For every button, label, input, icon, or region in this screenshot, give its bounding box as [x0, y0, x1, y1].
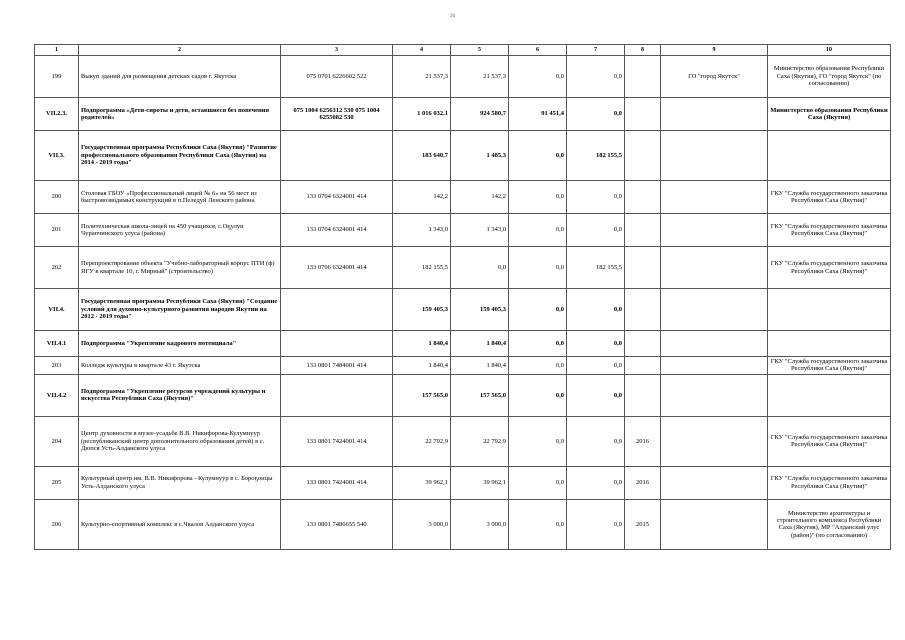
table-row	[35, 374, 891, 416]
recipient-cell	[661, 181, 768, 214]
item-name-cell: Культурно-спортивный комплекс в с.Чкалов Алданского улуса	[79, 499, 281, 549]
item-name-cell: Подпрограмма «Дети-сироты и дети, оставшиеся без попечения родителей»	[79, 98, 281, 131]
responsible-org-cell: ГКУ "Служба государственного заказчика Республики Саха (Якутия)"	[768, 466, 891, 499]
row-number-cell: VII.2.3.	[35, 98, 79, 131]
budget-code-cell: 133 0801 7486655 540	[281, 499, 393, 549]
item-name-cell: Политехническая школа-лицей на 450 учащихся, с.Оҕулун Чурапчинского улуса (района)	[79, 214, 281, 247]
federal-amount-cell: 157 565,0	[451, 374, 509, 416]
recipient-cell	[661, 98, 768, 131]
local-amount-cell: 182 155,5	[567, 247, 625, 289]
local-amount-cell: 0,0	[567, 416, 625, 466]
responsible-org-cell: ГКУ "Служба государственного заказчика Республики Саха (Якутия)"	[768, 214, 891, 247]
item-name-cell: Выкуп зданий для размещения детских садов г. Якутска	[79, 56, 281, 98]
table-row	[35, 56, 891, 98]
table-row	[35, 131, 891, 181]
investment-table	[34, 44, 891, 550]
local-amount-cell: 0,0	[567, 56, 625, 98]
federal-amount-cell: 1 840,4	[451, 357, 509, 375]
year-cell	[625, 331, 661, 357]
regional-amount-cell: 0,0	[509, 247, 567, 289]
budget-code-cell	[281, 131, 393, 181]
table-row	[35, 214, 891, 247]
item-name-cell: Государственная программа Республики Саха (Якутия) "Создание условий для духовно-культурного развития народов Якутии на 2012 - 2019 годы"	[79, 289, 281, 331]
federal-amount-cell: 159 405,3	[451, 289, 509, 331]
local-amount-cell: 0,0	[567, 289, 625, 331]
header-cell: 7	[567, 45, 625, 56]
local-amount-cell: 0,0	[567, 374, 625, 416]
year-cell: 2016	[625, 466, 661, 499]
table-row	[35, 416, 891, 466]
federal-amount-cell: 22 792,9	[451, 416, 509, 466]
federal-amount-cell: 924 580,7	[451, 98, 509, 131]
total-amount-cell: 183 640,7	[393, 131, 451, 181]
total-amount-cell: 182 155,5	[393, 247, 451, 289]
year-cell	[625, 247, 661, 289]
header-cell: 6	[509, 45, 567, 56]
total-amount-cell: 157 565,0	[393, 374, 451, 416]
year-cell	[625, 98, 661, 131]
recipient-cell	[661, 214, 768, 247]
year-cell: 2016	[625, 416, 661, 466]
item-name-cell: Государственная программа Республики Саха (Якутия) "Развитие профессионального образования Республики Саха (Якутия) на 2014 - 2019 годы"	[79, 131, 281, 181]
recipient-cell: ГО "город Якутск"	[661, 56, 768, 98]
header-cell: 5	[451, 45, 509, 56]
local-amount-cell: 0,0	[567, 181, 625, 214]
item-name-cell: Центр духовности в музее-усадьбе В.В. Никифорова-Кулумнуур (республиканский центр дополнительного образования детей) в с. Дюпся Усть-Алданского улуса	[79, 416, 281, 466]
budget-code-cell: 133 0801 7424001 414	[281, 466, 393, 499]
header-cell: 3	[281, 45, 393, 56]
budget-code-cell: 133 0704 6324001 414	[281, 181, 393, 214]
total-amount-cell: 1 840,4	[393, 357, 451, 375]
header-cell: 4	[393, 45, 451, 56]
responsible-org-cell: ГКУ "Служба государственного заказчика Республики Саха (Якутия)"	[768, 247, 891, 289]
row-number-cell: VII.4.1	[35, 331, 79, 357]
year-cell: 2015	[625, 499, 661, 549]
recipient-cell	[661, 289, 768, 331]
responsible-org-cell	[768, 374, 891, 416]
total-amount-cell: 142,2	[393, 181, 451, 214]
budget-code-cell: 075 0701 6226602 522	[281, 56, 393, 98]
budget-code-cell	[281, 331, 393, 357]
regional-amount-cell: 0,0	[509, 56, 567, 98]
recipient-cell	[661, 131, 768, 181]
table-row	[35, 357, 891, 375]
budget-code-cell	[281, 374, 393, 416]
budget-code-cell: 075 1004 6256312 530 075 1004 6255082 530	[281, 98, 393, 131]
page-number: 26	[450, 14, 455, 19]
total-amount-cell: 3 000,0	[393, 499, 451, 549]
header-cell: 2	[79, 45, 281, 56]
recipient-cell	[661, 416, 768, 466]
responsible-org-cell: Министерство образования Республики Саха (Якутия), ГО "город Якутск" (по согласованию)	[768, 56, 891, 98]
regional-amount-cell: 0,0	[509, 374, 567, 416]
year-cell	[625, 374, 661, 416]
header-cell: 10	[768, 45, 891, 56]
local-amount-cell: 0,0	[567, 98, 625, 131]
table-row	[35, 466, 891, 499]
recipient-cell	[661, 499, 768, 549]
local-amount-cell: 0,0	[567, 331, 625, 357]
federal-amount-cell: 21 537,3	[451, 56, 509, 98]
row-number-cell: VII.3.	[35, 131, 79, 181]
header-cell: 1	[35, 45, 79, 56]
regional-amount-cell: 0,0	[509, 214, 567, 247]
recipient-cell	[661, 331, 768, 357]
row-number-cell: 201	[35, 214, 79, 247]
federal-amount-cell: 0,0	[451, 247, 509, 289]
budget-code-cell: 133 0704 6324001 414	[281, 214, 393, 247]
regional-amount-cell: 0,0	[509, 499, 567, 549]
total-amount-cell: 1 016 032,1	[393, 98, 451, 131]
year-cell	[625, 214, 661, 247]
regional-amount-cell: 0,0	[509, 289, 567, 331]
item-name-cell: Подпрограмма "Укрепление ресурсов учреждений культуры и искусства Республики Саха (Якутия)"	[79, 374, 281, 416]
year-cell	[625, 289, 661, 331]
item-name-cell: Перепроектирование объекта "Учебно-лабораторный корпус ПТИ (ф) ЯГУ в квартале 10, г. Мирный" (строительство)	[79, 247, 281, 289]
row-number-cell: 205	[35, 466, 79, 499]
regional-amount-cell: 0,0	[509, 466, 567, 499]
regional-amount-cell: 0,0	[509, 331, 567, 357]
table-row	[35, 289, 891, 331]
row-number-cell: 203	[35, 357, 79, 375]
row-number-cell: 199	[35, 56, 79, 98]
federal-amount-cell: 3 000,0	[451, 499, 509, 549]
responsible-org-cell	[768, 331, 891, 357]
table-row	[35, 181, 891, 214]
local-amount-cell: 0,0	[567, 214, 625, 247]
year-cell	[625, 357, 661, 375]
total-amount-cell: 39 962,1	[393, 466, 451, 499]
responsible-org-cell: Министерство образования Республики Саха (Якутия)	[768, 98, 891, 131]
row-number-cell: VII.4.2	[35, 374, 79, 416]
total-amount-cell: 1 343,0	[393, 214, 451, 247]
row-number-cell: 206	[35, 499, 79, 549]
row-number-cell: VII.4.	[35, 289, 79, 331]
item-name-cell: Столовая ГБОУ «Профессиональный лицей № 6» на 56 мест из быстровозводимых конструкций в п.Пеледуй Ленского района	[79, 181, 281, 214]
federal-amount-cell: 39 962,1	[451, 466, 509, 499]
responsible-org-cell: ГКУ "Служба государственного заказчика Республики Саха (Якутия)"	[768, 181, 891, 214]
regional-amount-cell: 0,0	[509, 181, 567, 214]
table-header-row	[35, 45, 891, 56]
table-row	[35, 499, 891, 549]
responsible-org-cell	[768, 131, 891, 181]
regional-amount-cell: 91 451,4	[509, 98, 567, 131]
budget-code-cell	[281, 289, 393, 331]
responsible-org-cell: ГКУ "Служба государственного заказчика Республики Саха (Якутия)"	[768, 416, 891, 466]
recipient-cell	[661, 374, 768, 416]
federal-amount-cell: 1 485,3	[451, 131, 509, 181]
budget-code-cell: 133 0801 7484001 414	[281, 357, 393, 375]
local-amount-cell: 0,0	[567, 357, 625, 375]
item-name-cell: Подпрограмма "Укрепление кадрового потенциала"	[79, 331, 281, 357]
table-row	[35, 98, 891, 131]
year-cell	[625, 181, 661, 214]
total-amount-cell: 21 537,3	[393, 56, 451, 98]
responsible-org-cell: Министерство архитектуры и строительного комплекса Республики Саха (Якутия), МР "Алданский улус (район)" (по согласованию)	[768, 499, 891, 549]
responsible-org-cell: ГКУ "Служба государственного заказчика Республики Саха (Якутия)"	[768, 357, 891, 375]
row-number-cell: 202	[35, 247, 79, 289]
responsible-org-cell	[768, 289, 891, 331]
federal-amount-cell: 1 343,0	[451, 214, 509, 247]
local-amount-cell: 0,0	[567, 466, 625, 499]
year-cell	[625, 131, 661, 181]
total-amount-cell: 22 792,9	[393, 416, 451, 466]
total-amount-cell: 1 840,4	[393, 331, 451, 357]
budget-code-cell: 133 0801 7424001 414	[281, 416, 393, 466]
row-number-cell: 204	[35, 416, 79, 466]
row-number-cell: 200	[35, 181, 79, 214]
local-amount-cell: 182 155,5	[567, 131, 625, 181]
regional-amount-cell: 0,0	[509, 131, 567, 181]
federal-amount-cell: 1 840,4	[451, 331, 509, 357]
year-cell	[625, 56, 661, 98]
budget-code-cell: 133 0706 6324001 414	[281, 247, 393, 289]
recipient-cell	[661, 466, 768, 499]
regional-amount-cell: 0,0	[509, 416, 567, 466]
local-amount-cell: 0,0	[567, 499, 625, 549]
table-row	[35, 331, 891, 357]
item-name-cell: Колледж культуры в квартале 43 г. Якутска	[79, 357, 281, 375]
recipient-cell	[661, 357, 768, 375]
header-cell: 9	[661, 45, 768, 56]
table-row	[35, 247, 891, 289]
item-name-cell: Культурный центр им. В.В. Никифорова - Кулумнуур в с. Бороҕонцы Усть-Алданского улуса	[79, 466, 281, 499]
recipient-cell	[661, 247, 768, 289]
total-amount-cell: 159 405,3	[393, 289, 451, 331]
federal-amount-cell: 142,2	[451, 181, 509, 214]
regional-amount-cell: 0,0	[509, 357, 567, 375]
header-cell: 8	[625, 45, 661, 56]
